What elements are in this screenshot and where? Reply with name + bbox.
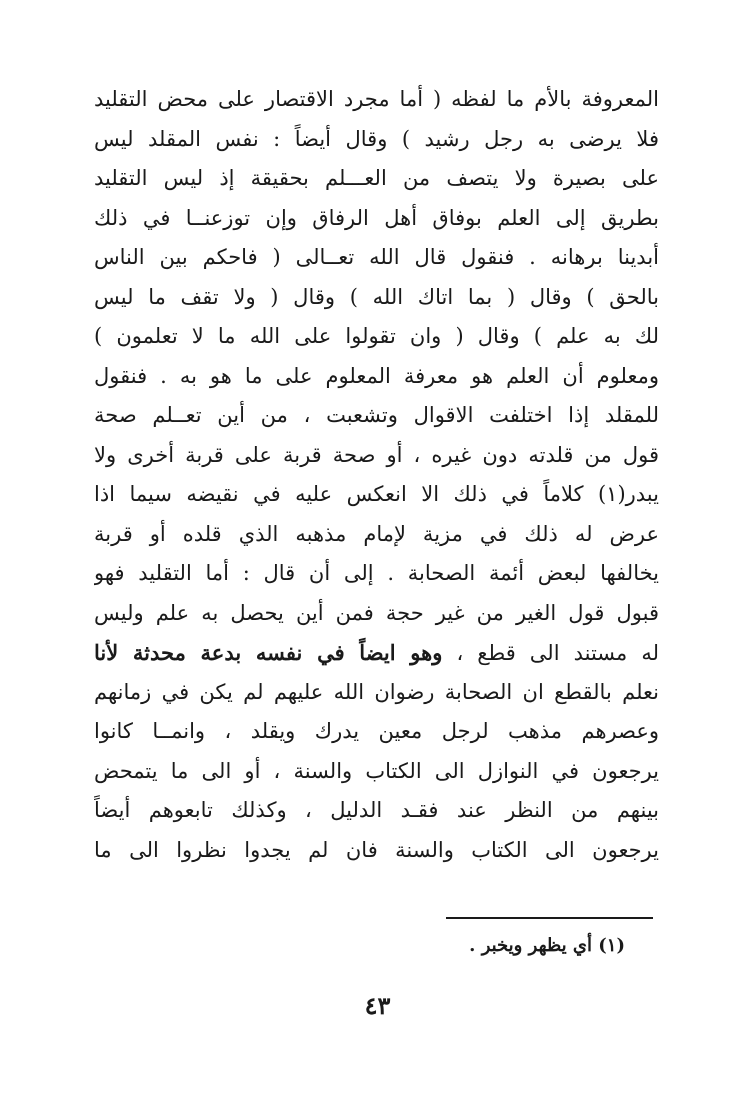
- text-line-15: [94, 633, 659, 673]
- text-line-3: على بصيرة ولا يتصف من العـــلم بحقيقة إذ ليس التقليد: [94, 166, 659, 190]
- main-text-block: [94, 80, 659, 870]
- text-line-18: يرجعون في النوازل الى الكتاب والسنة ، أو الى ما يتمحض: [94, 758, 659, 783]
- text-line-6: بالحق ) وقال ( بما اتاك الله ) وقال ( ولا تقف ما ليس: [94, 284, 659, 309]
- text-line-11: يبدر(١) كلاماً في ذلك الا انعكس عليه في نقيضه سيما اذا: [94, 482, 659, 506]
- text-line-19: بينهم من النظر عند فقـد الدليل ، وكذلك تابعوهم أيضاً: [94, 798, 659, 822]
- text-line-16: نعلم بالقطع ان الصحابة رضوان الله عليهم لم يكن في زمانهم: [94, 679, 659, 704]
- text-line-5: أبدينا برهانه . فنقول قال الله تعــالى ( فاحكم بين الناس: [94, 245, 659, 269]
- bold-phrase: وهو ايضاً في نفسه بدعة محدثة لأنا: [94, 640, 443, 665]
- footnote-divider: [446, 917, 653, 919]
- footnote: (١) أي يظهر ويخبر .: [469, 935, 625, 956]
- text-line-12: عرض له ذلك في مزية لإمام مذهبه الذي قلده أو قربة: [94, 521, 659, 546]
- text-line-2: فلا يرضى به رجل رشيد ) وقال أيضاً : نفس المقلد ليس: [94, 126, 659, 151]
- text-line-15-start: له مستند الى قطع ،: [456, 641, 659, 665]
- text-line-13: يخالفها لبعض أئمة الصحابة . إلى أن قال : أما التقليد فهو: [94, 561, 659, 585]
- text-line-9: للمقلد إذا اختلفت الاقوال وتشعبت ، من أين تعــلم صحة: [94, 403, 659, 427]
- text-line-14: قبول قول الغير من غير حجة فمن أين يحصل به علم وليس: [94, 600, 659, 625]
- text-line-17: وعصرهم مذهب لرجل معين يدرك ويقلد ، وانمــا كانوا: [94, 719, 659, 743]
- text-line-1: المعروفة بالأم ما لفظه ( أما مجرد الاقتصار على محض التقليد: [94, 87, 659, 111]
- text-line-4: بطريق إلى العلم بوفاق أهل الرفاق وإن توزعنــا في ذلك: [94, 205, 659, 230]
- page-number: ٤٣: [364, 991, 391, 1020]
- text-line-7: لك به علم ) وقال ( وان تقولوا على الله ما لا تعلمون ): [94, 324, 659, 348]
- text-line-20: يرجعون الى الكتاب والسنة فان لم يجدوا نظروا الى ما: [94, 837, 659, 862]
- text-line-8: ومعلوم أن العلم هو معرفة المعلوم على ما هو به . فنقول: [94, 363, 659, 388]
- text-line-10: قول من قلدته دون غيره ، أو صحة قربة على قربة أخرى ولا: [94, 442, 659, 467]
